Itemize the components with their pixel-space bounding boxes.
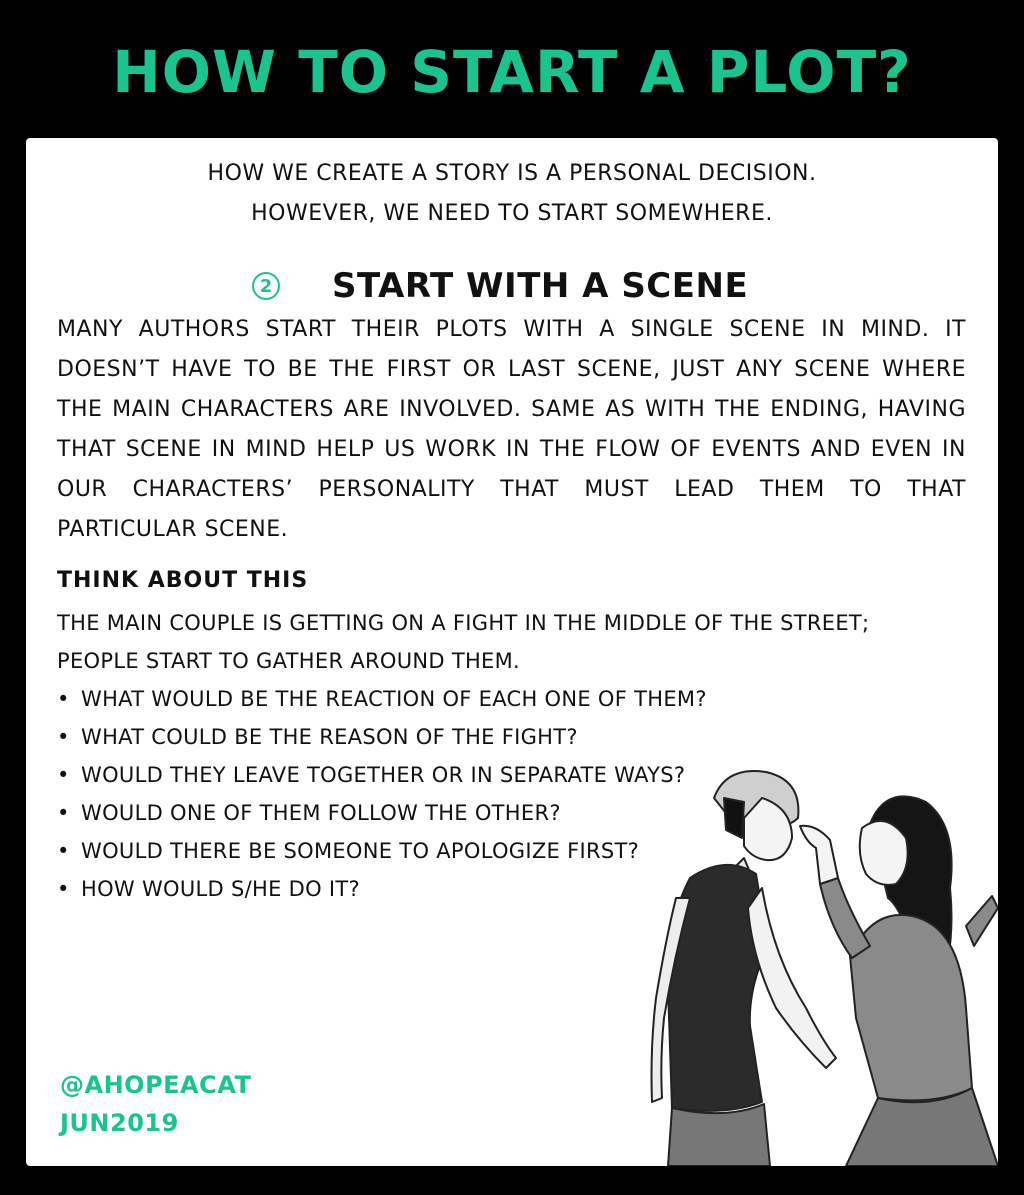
couple-illustration xyxy=(616,758,998,1166)
list-item xyxy=(57,680,707,718)
intro-text xyxy=(26,154,998,234)
think-title: THINK ABOUT THIS xyxy=(57,568,309,593)
question-text: WHAT WOULD BE THE REACTION OF EACH ONE OF THEM? xyxy=(81,687,707,711)
question-text: WOULD ONE OF THEM FOLLOW THE OTHER? xyxy=(81,801,561,825)
page-title: HOW TO START A PLOT? xyxy=(112,38,912,106)
question-text: WOULD THERE BE SOMEONE TO APOLOGIZE FIRST? xyxy=(81,839,640,863)
bullet-dot-icon: • xyxy=(57,839,70,863)
think-prompt: THE MAIN COUPLE IS GETTING ON A FIGHT IN THE MIDDLE OF THE STREET; PEOPLE START TO GATHER AROUND THEM. xyxy=(57,611,870,673)
bullet-dot-icon: • xyxy=(57,725,70,749)
bullet-dot-icon: • xyxy=(57,877,70,901)
list-item xyxy=(57,870,707,908)
question-text: WOULD THEY LEAVE TOGETHER OR IN SEPARATE WAYS? xyxy=(81,763,686,787)
credit-date: JUN2019 xyxy=(60,1109,179,1137)
section-heading xyxy=(252,266,748,306)
intro-line-2: HOWEVER, WE NEED TO START SOMEWHERE. xyxy=(251,201,773,226)
question-text: WHAT COULD BE THE REASON OF THE FIGHT? xyxy=(81,725,578,749)
circled-number-icon: 2 xyxy=(252,272,280,300)
credit xyxy=(60,1066,251,1142)
list-item xyxy=(57,832,707,870)
bullet-dot-icon: • xyxy=(57,763,70,787)
question-list xyxy=(57,680,707,908)
bullet-dot-icon: • xyxy=(57,687,70,711)
credit-handle: @AHOPEACAT xyxy=(60,1071,252,1099)
section-title: START WITH A SCENE xyxy=(332,266,749,306)
section-body: MANY AUTHORS START THEIR PLOTS WITH A SINGLE SCENE IN MIND. IT DOESN’T HAVE TO BE THE FIRST OR LAST SCENE, JUST ANY SCENE WHERE THE MAIN CHARACTERS ARE INVOLVED. SAME AS WITH THE ENDING, HAVING THAT SCENE IN MIND HELP US WORK IN THE FLOW OF EVENTS AND EVEN IN OUR CHARACTERS’ PERSONALITY THAT MUST LEAD THEM TO THAT PARTICULAR SCENE. xyxy=(57,317,966,542)
bullet-dot-icon: • xyxy=(57,801,70,825)
intro-line-1: HOW WE CREATE A STORY IS A PERSONAL DECISION. xyxy=(207,161,817,186)
list-item xyxy=(57,794,707,832)
list-item xyxy=(57,718,707,756)
list-item xyxy=(57,756,707,794)
question-text: HOW WOULD S/HE DO IT? xyxy=(81,877,360,901)
content-panel xyxy=(26,138,998,1166)
